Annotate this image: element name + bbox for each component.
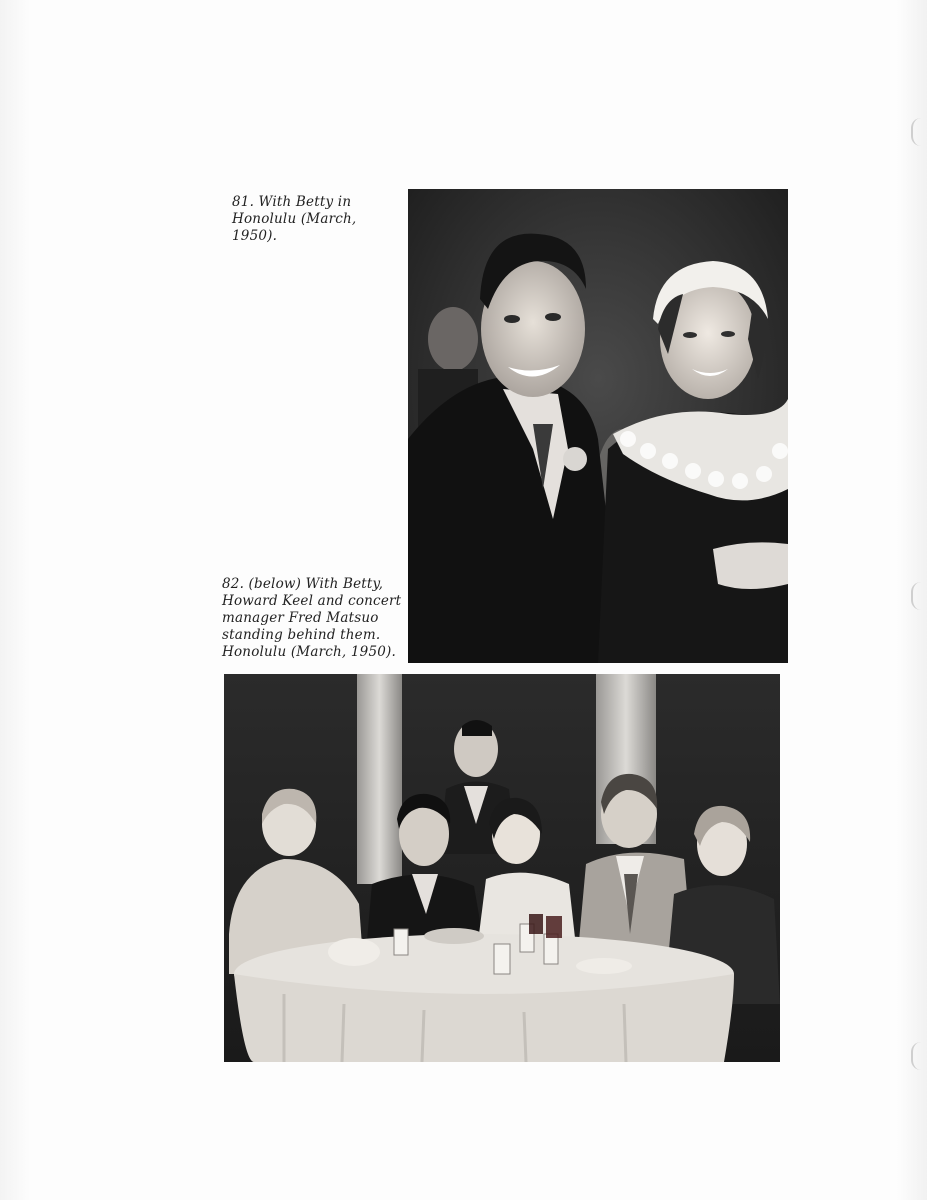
- caption-photo-81: 81. With Betty in Honolulu (March, 1950).: [232, 194, 357, 244]
- binder-hole-mark: [911, 118, 921, 146]
- caption-photo-82: 82. (below) With Betty, Howard Keel and concert manager Fred Matsuo standing behind them. Honolulu (March, 1950).: [222, 576, 402, 660]
- binder-hole-mark: [911, 1042, 921, 1070]
- photo-81-couple-portrait: [408, 189, 788, 663]
- scan-edge-left: [0, 0, 30, 1200]
- photo-82-group-at-table: [224, 674, 780, 1062]
- binder-hole-mark: [911, 582, 921, 610]
- photo-81-image: [408, 189, 788, 663]
- photo-82-image: [224, 674, 780, 1062]
